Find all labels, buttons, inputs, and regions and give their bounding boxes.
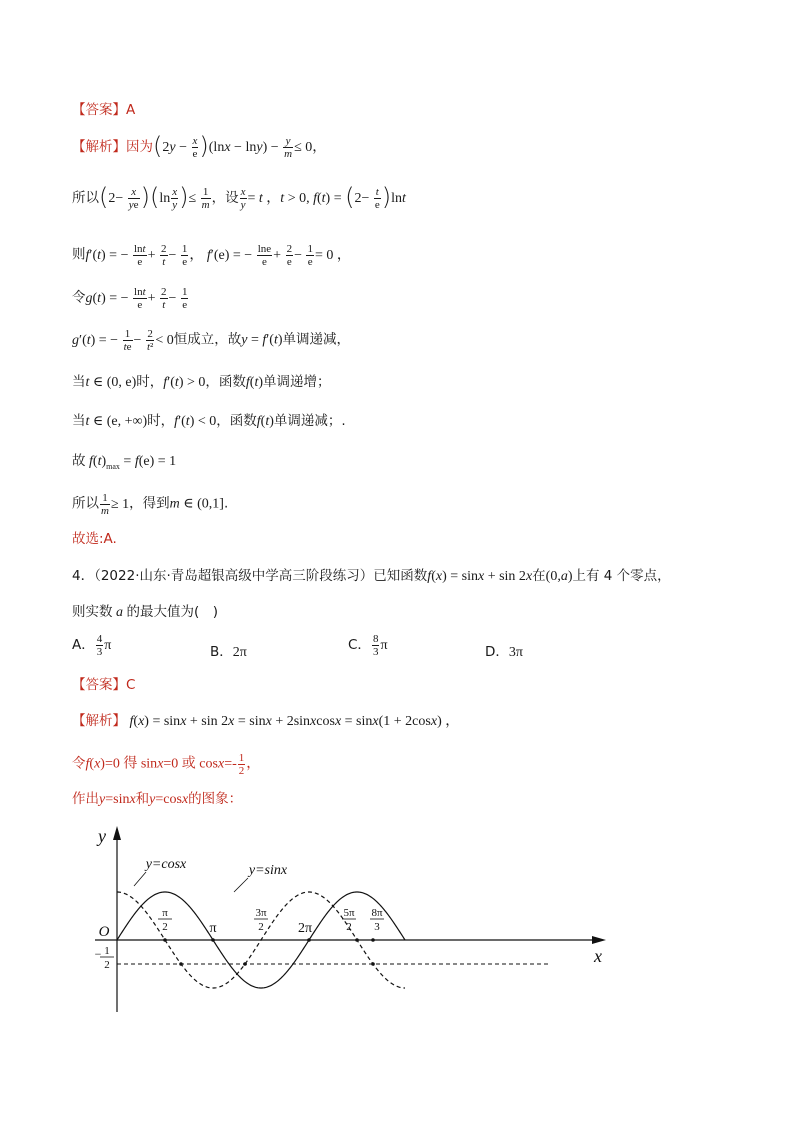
analysis2-line-1: 【解析】 f(x) = sinx + sin 2x = sinx + 2sinxcosx = sinx(1 + 2cosx) ， bbox=[72, 713, 460, 729]
sin-label: y=sinx bbox=[248, 863, 288, 878]
option-den: 3 bbox=[96, 646, 103, 659]
answer-value: C bbox=[126, 677, 136, 693]
option-b[interactable] bbox=[210, 640, 247, 661]
cos-label: y=cosx bbox=[145, 857, 187, 872]
analysis-text: =sin bbox=[105, 792, 130, 807]
tick-pi-2-num: π bbox=[162, 907, 168, 919]
analysis-text: 因为 bbox=[126, 139, 153, 155]
analysis-text: ，得到 bbox=[129, 495, 170, 512]
answer-line-2 bbox=[72, 676, 135, 695]
option-den: 3 bbox=[372, 646, 379, 659]
formula-3: f′(t) = − $\frac{\ln t}{e}$ + $\frac{2}{t}$ − $\frac{1}{e}$ ， f′(e) = − $\frac{\ln e}{e}$ + $\frac{2}{e}$ − $\frac{1}{e}$ = 0 ， bbox=[85, 243, 351, 268]
x-axis-label: x bbox=[594, 946, 602, 966]
sin-label-pointer bbox=[234, 878, 248, 892]
option-text: 2π bbox=[232, 645, 247, 660]
analysis-line-3 bbox=[72, 243, 351, 268]
option-a[interactable] bbox=[72, 633, 111, 658]
zero-point bbox=[243, 962, 247, 966]
analysis-text: 单调递减， bbox=[282, 331, 351, 348]
analysis-text: 和 bbox=[135, 791, 150, 807]
option-d[interactable] bbox=[485, 640, 523, 661]
analysis-text: 故 bbox=[72, 453, 86, 469]
formula-2: (2− $\frac{x}{ye}$ )(ln $\frac{x}{y}$ )≤ $\frac{1}{m}$ bbox=[99, 183, 210, 212]
formula-2b: $\frac{x}{y}$ = t ，t > 0, f(t) = (2− $\frac{t}{e}$ )lnt bbox=[240, 183, 406, 212]
analysis-conclusion bbox=[72, 530, 117, 549]
tick-5pi-2-num: 5π bbox=[343, 907, 355, 919]
tick-neg-half-den: 2 bbox=[104, 959, 110, 971]
tick-5pi-2-den: 2 bbox=[346, 921, 352, 933]
formula-1: (2y − $\frac{x}{e}$ )(lnx − lny) − $\frac{y}{m}$ ≤ 0， bbox=[153, 132, 327, 161]
analysis-text: 单调递减；. bbox=[273, 413, 346, 429]
analysis-text: 的图象： bbox=[188, 791, 243, 807]
analysis-tag: 【解析】 bbox=[72, 713, 126, 729]
analysis-text: 令 bbox=[72, 289, 86, 306]
zero-point bbox=[211, 938, 215, 942]
analysis-line-2 bbox=[72, 185, 406, 211]
analysis-line-6: 当t ∈ (0, e)时，f′(t) > 0，函数f(t)单调递增； bbox=[72, 374, 331, 390]
question-4-line-1: 4．（2022·山东·青岛超银高级中学高三阶段练习）已知函数f(x) = sinx + sin 2x在(0,a)上有 4 个零点， bbox=[72, 568, 671, 584]
y-axis-arrow bbox=[113, 826, 121, 840]
analysis-text: 单调递增； bbox=[263, 374, 331, 390]
option-label: C． bbox=[348, 637, 371, 653]
analysis-line-4 bbox=[72, 286, 189, 311]
option-text: 3π bbox=[508, 645, 523, 660]
y-axis-label: y bbox=[98, 826, 106, 846]
question-text: 的最大值为( ) bbox=[126, 604, 219, 620]
analysis2-line-2: 令f(x)=0 得 sinx=0 或 cosx=- $\frac{1}{2}$ ， bbox=[72, 752, 261, 777]
analysis-line-1 bbox=[72, 134, 326, 160]
analysis-text: 当 bbox=[72, 374, 86, 390]
x-axis-arrow bbox=[592, 936, 606, 944]
analysis-text: =0 得 sin bbox=[104, 756, 158, 772]
formula-5: g′(t) = − $\frac{1}{te}$ − $\frac{2}{\text{t²}}$ < 0 bbox=[72, 328, 174, 353]
trig-graph bbox=[0, 820, 794, 1020]
option-num: 4 bbox=[96, 633, 103, 646]
analysis-line-8: 故 $f(t)_{max} = f(e) = 1$ bbox=[72, 453, 177, 471]
question-source: （2022·山东·青岛超银高级中学高三阶段练习）已知函数 bbox=[94, 568, 428, 584]
analysis-line-7: 当t ∈ (e, +∞)时，f′(t) < 0，函数f(t)单调递减；. bbox=[72, 413, 346, 429]
analysis-line-5: g′(t) = − $\frac{1}{te}$ − $\frac{2}{\text{t²}}$ < 0恒成立，故y = f′(t)单调递减， bbox=[72, 328, 351, 353]
analysis-tag: 【解析】 bbox=[72, 139, 126, 155]
analysis-text: 时， bbox=[136, 374, 164, 390]
formula-4: g(t) = − $\frac{\ln t}{e}$ + $\frac{2}{t}$ − $\frac{1}{e}$ bbox=[85, 286, 188, 311]
analysis-text: 作出 bbox=[72, 791, 99, 807]
zero-point bbox=[371, 962, 375, 966]
analysis-text: 令 bbox=[72, 755, 86, 772]
tick-2pi: 2π bbox=[297, 921, 313, 936]
origin-label: O bbox=[98, 924, 110, 940]
analysis-text: 所以 bbox=[72, 190, 99, 206]
option-num: 8 bbox=[372, 633, 379, 646]
analysis-text: ，设 bbox=[211, 190, 239, 206]
analysis-text: =0 或 cos bbox=[163, 756, 218, 772]
tick-8pi-3-den: 3 bbox=[374, 921, 380, 933]
zero-point bbox=[307, 938, 311, 942]
option-label: B． bbox=[210, 644, 233, 660]
option-label: D． bbox=[485, 644, 509, 660]
option-tail: π bbox=[104, 638, 112, 653]
tick-3pi-2-den: 2 bbox=[258, 921, 264, 933]
analysis-text: =- bbox=[224, 756, 237, 772]
tick-pi-2-den: 2 bbox=[162, 921, 168, 933]
question-text: 则实数 bbox=[72, 604, 113, 620]
tick-neg-half-num: 1 bbox=[104, 945, 110, 957]
analysis-text: 时， bbox=[147, 413, 175, 429]
option-tail: π bbox=[380, 638, 388, 653]
analysis-line-9: 所以 $\frac{1}{m}$ ≥ 1，得到m ∈ (0,1]. bbox=[72, 492, 229, 517]
neg-sign: − bbox=[94, 947, 102, 961]
answer-tag: 【答案】 bbox=[72, 102, 126, 118]
tick-3pi-2-num: 3π bbox=[255, 907, 267, 919]
question-4-line-2: 则实数 a 的最大值为( ) bbox=[72, 604, 219, 620]
answer-tag: 【答案】 bbox=[72, 677, 126, 693]
question-text: 在 bbox=[532, 568, 546, 584]
answer-value: A bbox=[126, 102, 136, 118]
zero-point bbox=[371, 938, 375, 942]
analysis-text: 则 bbox=[72, 246, 86, 263]
analysis-text: =cos bbox=[155, 792, 182, 807]
option-label: A． bbox=[72, 637, 95, 653]
cos-label-pointer bbox=[134, 872, 146, 886]
conclusion-text: 故选:A. bbox=[72, 531, 117, 547]
zero-point bbox=[179, 962, 183, 966]
analysis-text: 当 bbox=[72, 413, 86, 429]
option-c[interactable] bbox=[348, 633, 388, 658]
analysis-text: 所以 bbox=[72, 495, 99, 512]
zero-point bbox=[355, 938, 359, 942]
graph-labels bbox=[95, 826, 602, 971]
zero-point bbox=[163, 938, 167, 942]
question-number: 4． bbox=[72, 568, 95, 584]
question-text: 上有 4 个零点， bbox=[572, 568, 671, 584]
analysis2-line-3: 作出y=sinx和y=cosx的图象： bbox=[72, 791, 243, 807]
tick-8pi-3-num: 8π bbox=[371, 907, 383, 919]
tick-pi: π bbox=[209, 921, 217, 936]
answer-line-1 bbox=[72, 101, 135, 120]
analysis-text: 恒成立，故 bbox=[173, 331, 242, 348]
